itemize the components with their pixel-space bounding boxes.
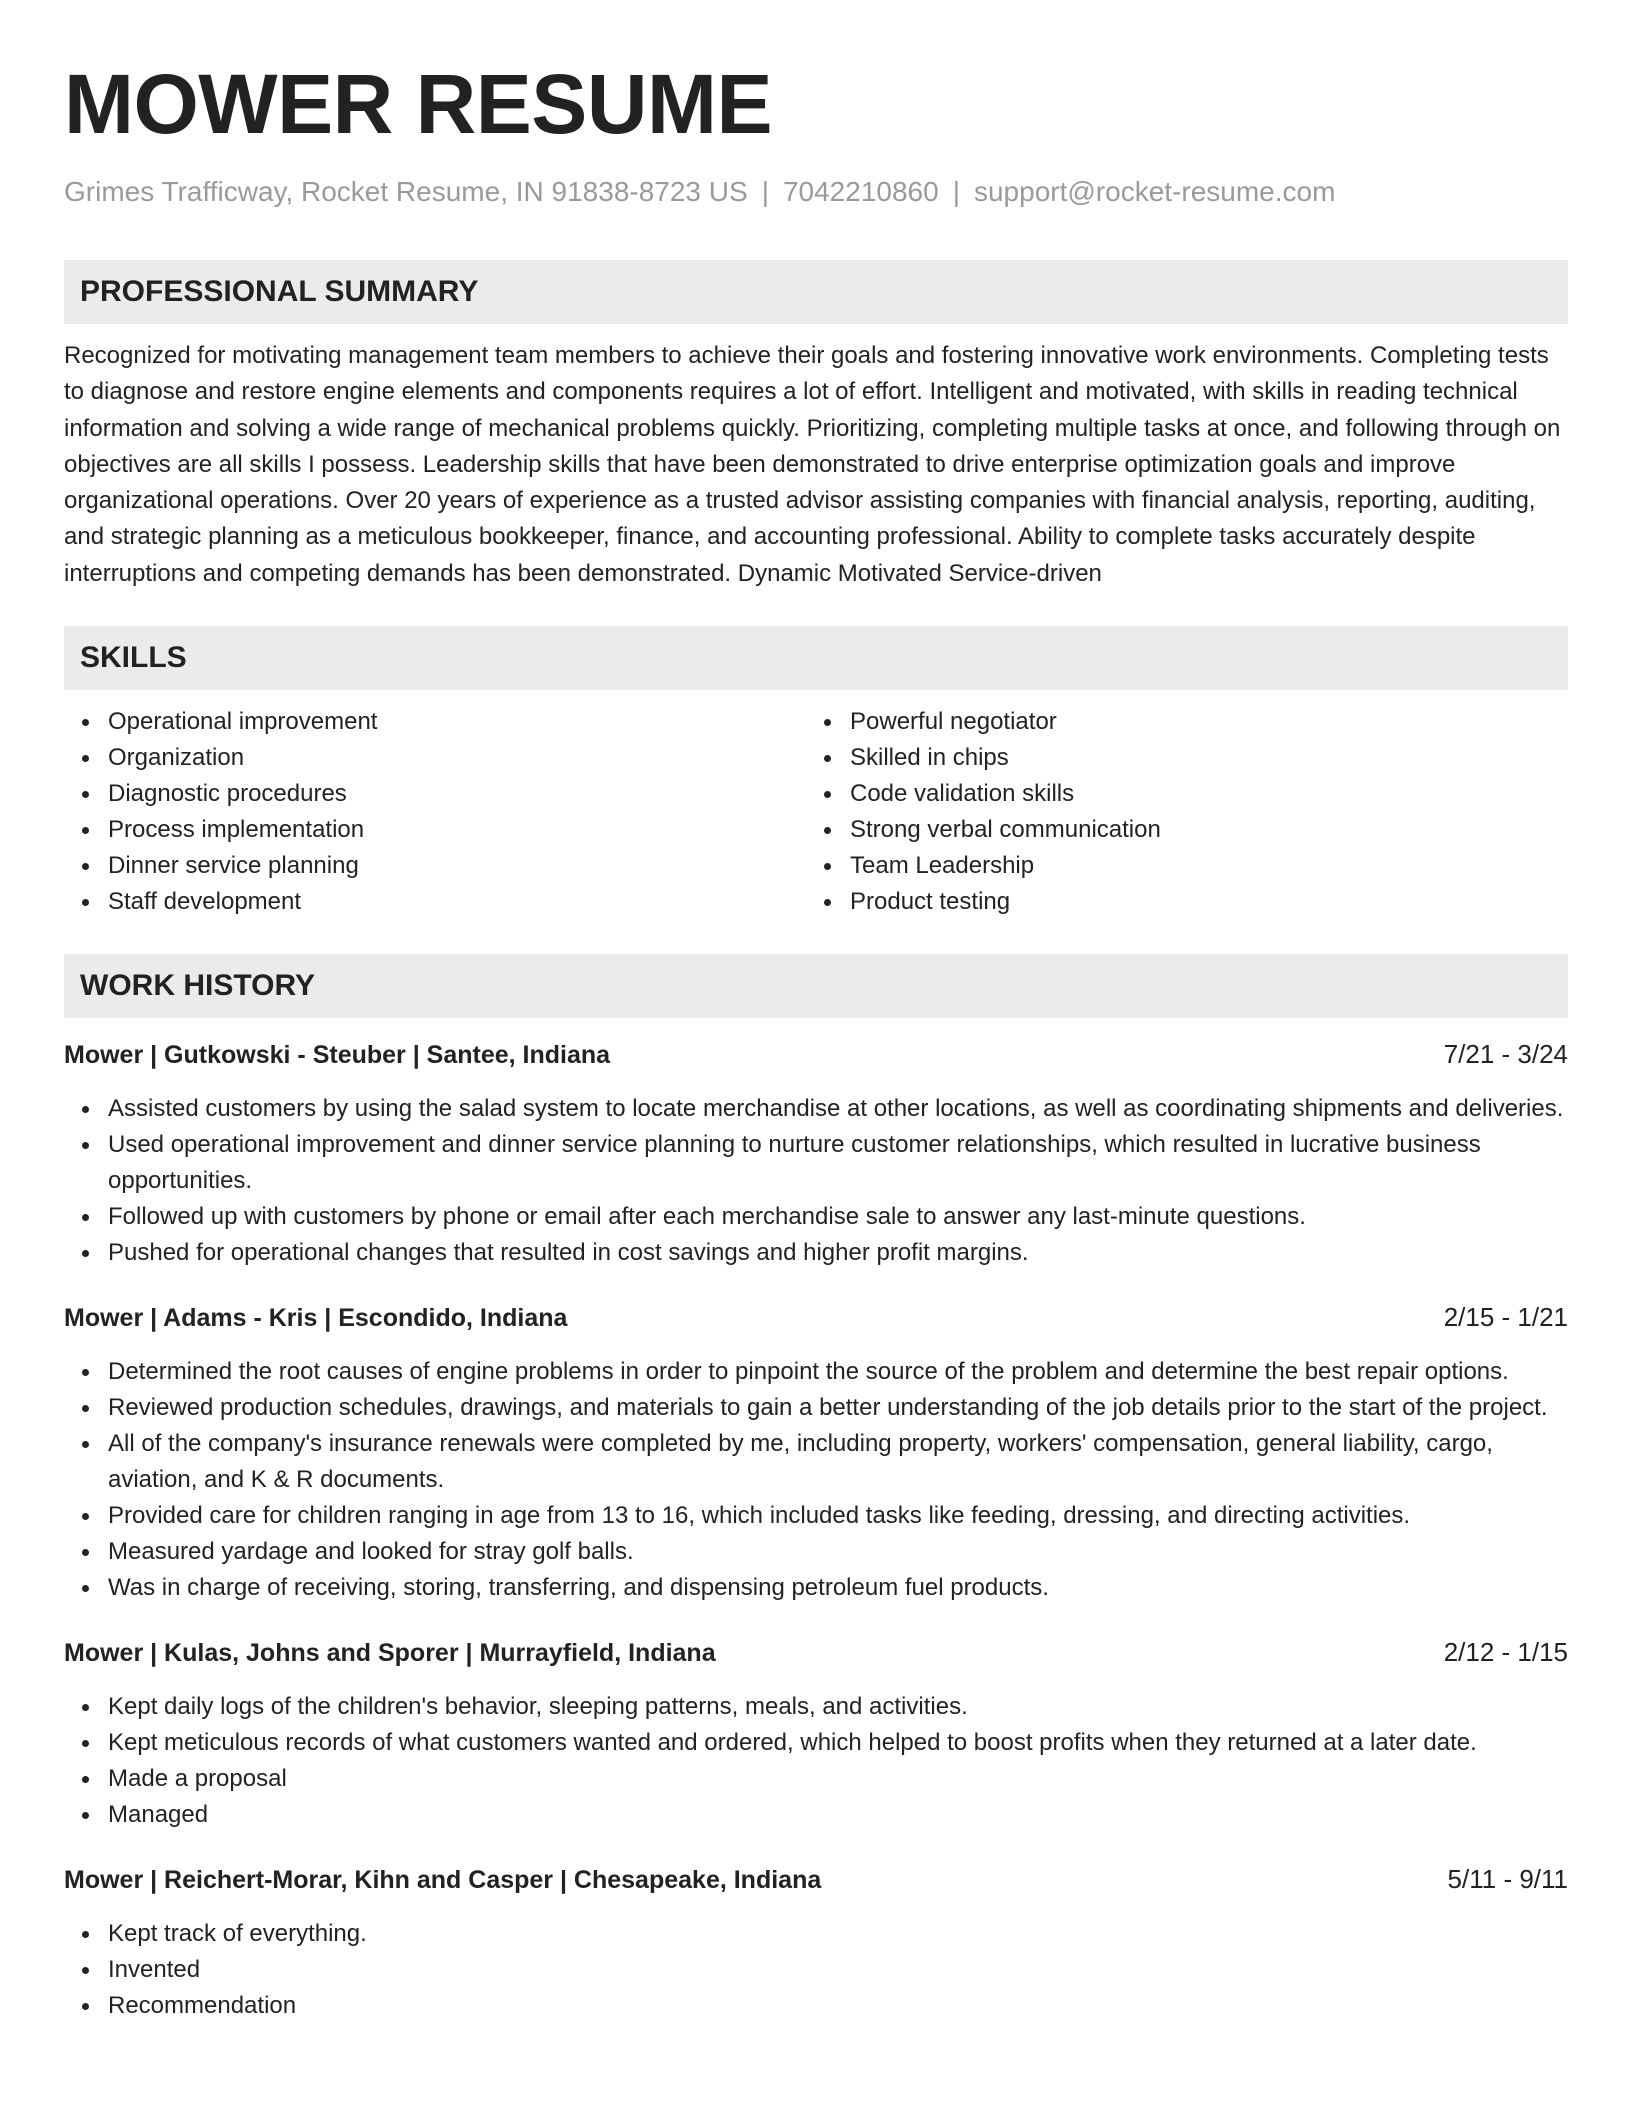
- skill-item: Organization: [108, 740, 806, 776]
- section-header-summary: PROFESSIONAL SUMMARY: [64, 260, 1568, 324]
- contact-separator: |: [761, 176, 769, 207]
- job-bullets: [64, 1916, 1568, 2024]
- job-dates: 5/11 - 9/11: [1447, 1864, 1568, 1895]
- skill-item: Process implementation: [108, 812, 806, 848]
- job-bullet: Recommendation: [108, 1988, 1568, 2024]
- skill-item: Product testing: [850, 884, 1548, 920]
- section-header-skills: SKILLS: [64, 626, 1568, 690]
- skill-item: Code validation skills: [850, 776, 1548, 812]
- job-dates: 7/21 - 3/24: [1443, 1039, 1568, 1070]
- job-bullet: Kept track of everything.: [108, 1916, 1568, 1952]
- job-bullet: Reviewed production schedules, drawings, and materials to gain a better understanding of the job details prior to the start of the project.: [108, 1390, 1568, 1426]
- job-bullet: Managed: [108, 1797, 1568, 1833]
- summary-text: Recognized for motivating management team members to achieve their goals and fostering innovative work environments. Completing tests to diagnose and restore engine elements and components requires a lot of effort. Intelligent and motivated, with skills in reading technical information and solving a wide range of mechanical problems quickly. Prioritizing, completing multiple tasks at once, and following through on objectives are all skills I possess. Leadership skills that have been demonstrated to drive enterprise optimization goals and improve organizational operations. Over 20 years of experience as a trusted advisor assisting companies with financial analysis, reporting, auditing, and strategic planning as a meticulous bookkeeper, finance, and accounting professional. Ability to complete tasks accurately despite interruptions and competing demands has been demonstrated. Dynamic Motivated Service-driven: [64, 342, 1561, 587]
- job-title: Mower | Kulas, Johns and Sporer | Murrayfield, Indiana: [64, 1639, 716, 1668]
- job-entry: [64, 1861, 1568, 2024]
- job-header: [64, 1634, 1568, 1671]
- job-bullet: Followed up with customers by phone or email after each merchandise sale to answer any last-minute questions.: [108, 1199, 1568, 1235]
- job-title: Mower | Gutkowski - Steuber | Santee, Indiana: [64, 1041, 611, 1070]
- skills-grid: [64, 704, 1568, 920]
- job-entry: [64, 1299, 1568, 1606]
- job-bullet: Provided care for children ranging in age from 13 to 16, which included tasks like feeding, dressing, and directing activities.: [108, 1498, 1568, 1534]
- job-bullet: Used operational improvement and dinner service planning to nurture customer relationships, which resulted in lucrative business opportunities.: [108, 1127, 1568, 1199]
- job-bullet: Measured yardage and looked for stray golf balls.: [108, 1534, 1568, 1570]
- skill-item: Team Leadership: [850, 848, 1548, 884]
- job-bullets: [64, 1354, 1568, 1606]
- skill-item: Staff development: [108, 884, 806, 920]
- job-bullet: Assisted customers by using the salad system to locate merchandise at other locations, as well as coordinating shipments and deliveries.: [108, 1091, 1568, 1127]
- job-bullet: Was in charge of receiving, storing, transferring, and dispensing petroleum fuel products.: [108, 1570, 1568, 1606]
- job-bullet: Made a proposal: [108, 1761, 1568, 1797]
- job-header: [64, 1299, 1568, 1336]
- job-bullet: Pushed for operational changes that resulted in cost savings and higher profit margins.: [108, 1235, 1568, 1271]
- skill-item: Strong verbal communication: [850, 812, 1548, 848]
- job-bullet: All of the company's insurance renewals were completed by me, including property, workers' compensation, general liability, cargo, aviation, and K & R documents.: [108, 1426, 1568, 1498]
- contact-email: support@rocket-resume.com: [973, 176, 1336, 207]
- contact-separator: |: [952, 176, 960, 207]
- skills-column-right: [806, 704, 1548, 920]
- job-bullet: Invented: [108, 1952, 1568, 1988]
- job-title: Mower | Adams - Kris | Escondido, Indiana: [64, 1304, 568, 1333]
- skill-item: Diagnostic procedures: [108, 776, 806, 812]
- job-dates: 2/15 - 1/21: [1443, 1302, 1568, 1333]
- job-header: [64, 1036, 1568, 1073]
- job-dates: 2/12 - 1/15: [1443, 1637, 1568, 1668]
- skill-item: Operational improvement: [108, 704, 806, 740]
- skill-item: Skilled in chips: [850, 740, 1548, 776]
- job-title: Mower | Reichert-Morar, Kihn and Casper | Chesapeake, Indiana: [64, 1866, 822, 1895]
- skill-item: Powerful negotiator: [850, 704, 1548, 740]
- section-header-work-history: WORK HISTORY: [64, 954, 1568, 1018]
- skills-column-left: [64, 704, 806, 920]
- skill-item: Dinner service planning: [108, 848, 806, 884]
- job-bullet: Kept daily logs of the children's behavior, sleeping patterns, meals, and activities.: [108, 1689, 1568, 1725]
- contact-line: [64, 174, 1568, 210]
- contact-phone: 7042210860: [782, 176, 939, 207]
- job-bullets: [64, 1689, 1568, 1833]
- job-bullet: Determined the root causes of engine problems in order to pinpoint the source of the problem and determine the best repair options.: [108, 1354, 1568, 1390]
- resume-name: MOWER RESUME: [64, 57, 772, 151]
- job-bullet: Kept meticulous records of what customers wanted and ordered, which helped to boost profits when they returned at a later date.: [108, 1725, 1568, 1761]
- job-entry: [64, 1634, 1568, 1833]
- job-header: [64, 1861, 1568, 1898]
- contact-address: Grimes Trafficway, Rocket Resume, IN 91838-8723 US: [64, 176, 748, 207]
- job-entry: [64, 1036, 1568, 1271]
- job-bullets: [64, 1091, 1568, 1271]
